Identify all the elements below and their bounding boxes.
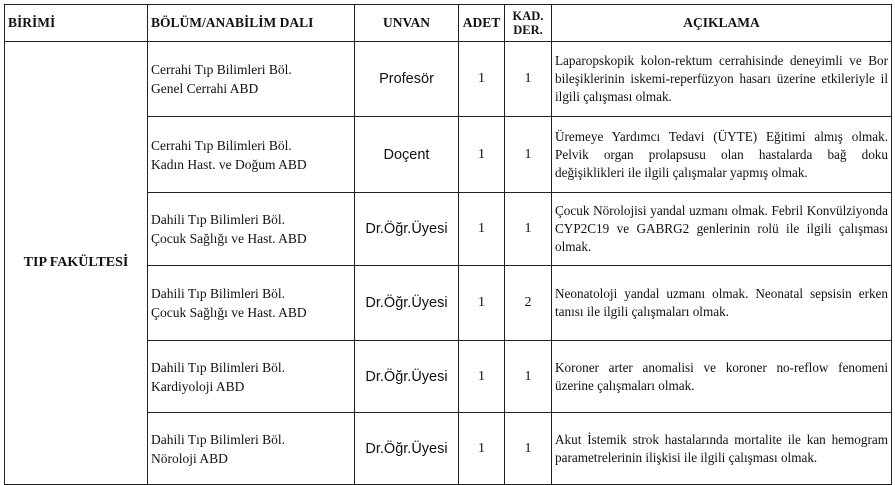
description-cell: Laparopskopik kolon-rektum cerrahisinde deneyimli ve Bor bileşiklerinin iskemi-reperfüzyon hasarı üzerine etkileriyle il ilgili çalışması olmak. <box>552 42 892 117</box>
department-line1: Cerrahi Tıp Bilimleri Böl. <box>151 62 292 77</box>
header-count: ADET <box>459 5 505 42</box>
description-cell: Çocuk Nörolojisi yandal uzmanı olmak. Febril Konvülziyonda CYP2C19 ve GABRG2 genlerinin rolü ile ilgili çalışması olmak. <box>552 193 892 266</box>
count-cell: 1 <box>459 266 505 341</box>
department-line1: Dahili Tıp Bilimleri Böl. <box>151 286 285 301</box>
degree-cell: 1 <box>505 413 552 485</box>
department-cell <box>148 117 355 193</box>
department-line1: Dahili Tıp Bilimleri Böl. <box>151 212 285 227</box>
count-cell: 1 <box>459 117 505 193</box>
title-cell: Dr.Öğr.Üyesi <box>355 341 459 413</box>
department-cell <box>148 42 355 117</box>
description-cell: Üremeye Yardımcı Tedavi (ÜYTE) Eğitimi almış olmak. Pelvik organ prolapsusu olan hastalarda bağ doku değişiklikleri ile ilgili çalışmalar yapmış olmak. <box>552 117 892 193</box>
title-cell: Doçent <box>355 117 459 193</box>
header-row <box>5 5 892 42</box>
description-cell: Koroner arter anomalisi ve koroner no-reflow fenomeni üzerine çalışmaları olmak. <box>552 341 892 413</box>
header-degree-line1: KAD. <box>512 9 544 23</box>
department-cell <box>148 413 355 485</box>
count-cell: 1 <box>459 413 505 485</box>
title-cell: Profesör <box>355 42 459 117</box>
description-cell: Akut İstemik strok hastalarında mortalite ile kan hemogram parametrelerinin ilişkisi ile ilgili çalışması olmak. <box>552 413 892 485</box>
count-cell: 1 <box>459 42 505 117</box>
description-cell: Neonatoloji yandal uzmanı olmak. Neonatal sepsisin erken tanısı ile ilgili çalışmaları olmak. <box>552 266 892 341</box>
department-cell <box>148 266 355 341</box>
header-degree <box>505 5 552 42</box>
count-cell: 1 <box>459 193 505 266</box>
department-line2: Nöroloji ABD <box>151 450 228 466</box>
degree-cell: 1 <box>505 117 552 193</box>
header-title: UNVAN <box>355 5 459 42</box>
count-cell: 1 <box>459 341 505 413</box>
unit-cell: TIP FAKÜLTESİ <box>5 42 148 485</box>
title-cell: Dr.Öğr.Üyesi <box>355 266 459 341</box>
table-row <box>5 42 892 117</box>
department-line1: Cerrahi Tıp Bilimleri Böl. <box>151 137 292 153</box>
degree-cell: 1 <box>505 341 552 413</box>
title-cell: Dr.Öğr.Üyesi <box>355 413 459 485</box>
degree-cell: 2 <box>505 266 552 341</box>
degree-cell: 1 <box>505 42 552 117</box>
positions-table <box>4 4 892 485</box>
department-line1: Dahili Tıp Bilimleri Böl. <box>151 431 285 447</box>
department-line2: Kardiyoloji ABD <box>151 378 245 394</box>
degree-cell: 1 <box>505 193 552 266</box>
department-line2: Çocuk Sağlığı ve Hast. ABD <box>151 305 307 320</box>
header-description: AÇIKLAMA <box>552 5 892 42</box>
title-cell: Dr.Öğr.Üyesi <box>355 193 459 266</box>
department-line2: Genel Cerrahi ABD <box>151 81 259 96</box>
header-degree-line2: DER. <box>513 23 543 37</box>
department-cell <box>148 341 355 413</box>
header-department: BÖLÜM/ANABİLİM DALI <box>148 5 355 42</box>
department-line2: Çocuk Sağlığı ve Hast. ABD <box>151 231 307 246</box>
header-unit: BİRİMİ <box>5 5 148 42</box>
department-cell <box>148 193 355 266</box>
department-line2: Kadın Hast. ve Doğum ABD <box>151 156 307 172</box>
department-line1: Dahili Tıp Bilimleri Böl. <box>151 359 285 375</box>
